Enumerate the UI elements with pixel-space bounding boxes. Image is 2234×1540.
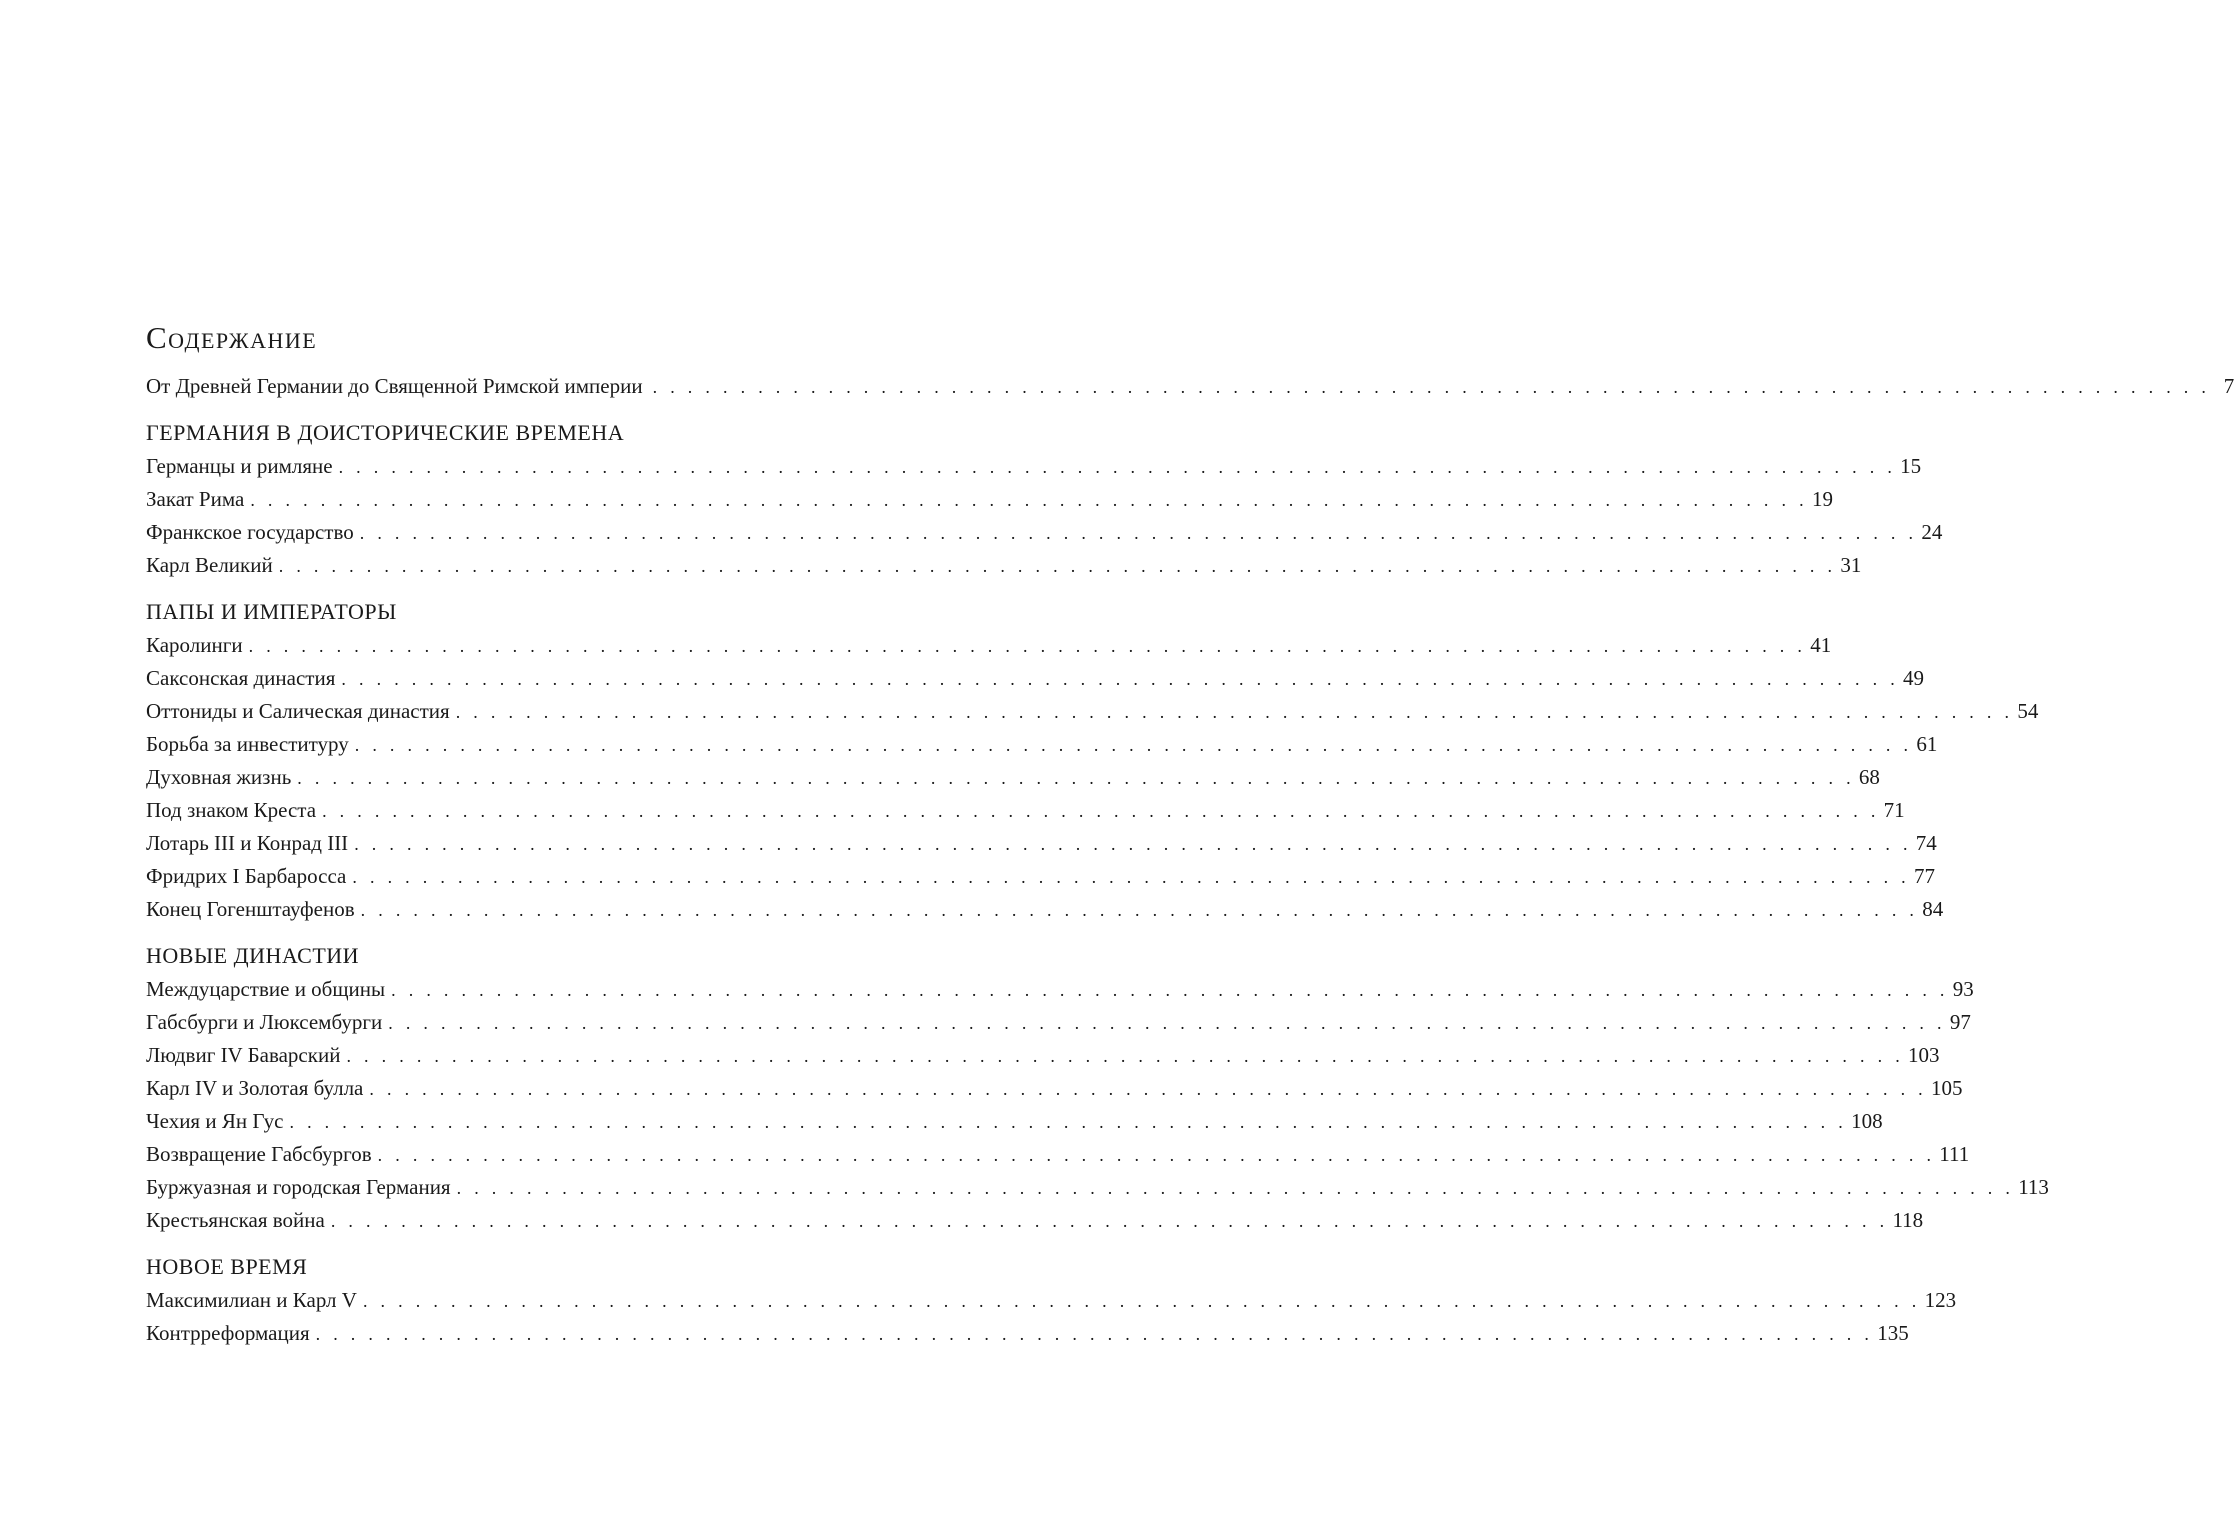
section-heading: ГЕРМАНИЯ В ДОИСТОРИЧЕСКИЕ ВРЕМЕНА [146,420,625,445]
toc-entry[interactable] [146,1204,1924,1237]
toc-entry-page: 123 [1924,1288,1957,1312]
section-heading: НОВОЕ ВРЕМЯ [146,1254,308,1279]
toc-entry[interactable] [146,1138,1970,1171]
dot-leader: . . . . . . . . . . . . . . . . . . . . . . . . . . . . . . . . . . . . . . . . . . . . . . . . . . . . . . . . . . . . . . . . . . . . . . . . . . . . . . . . . . . . . . . . . [352,867,1910,887]
toc-entry-label: Каролинги [146,633,243,657]
toc-entry-label: Под знаком Креста [146,798,317,822]
dot-leader: . . . . . . . . . . . . . . . . . . . . . . . . . . . . . . . . . . . . . . . . . . . . . . . . . . . . . . . . . . . . . . . . . . . . . . . . . . . . . . . . . . . . . . . . . [455,702,2014,722]
toc-entry[interactable] [146,761,1880,794]
dot-leader: . . . . . . . . . . . . . . . . . . . . . . . . . . . . . . . . . . . . . . . . . . . . . . . . . . . . . . . . . . . . . . . . . . . . . . . . . . . . . . . . . . . . . . . . . [338,457,1897,477]
dot-leader: . . . . . . . . . . . . . . . . . . . . . . . . . . . . . . . . . . . . . . . . . . . . . . . . . . . . . . . . . . . . . . . . . . . . . . . . . . . . . . . . . . . . . . . . . [322,801,1880,821]
toc-entry-page: 108 [1851,1109,1883,1133]
toc-entry-label: Буржуазная и городская Германия [146,1175,451,1199]
toc-entry-page: 41 [1810,633,1832,657]
dot-leader: . . . . . . . . . . . . . . . . . . . . . . . . . . . . . . . . . . . . . . . . . . . . . . . . . . . . . . . . . . . . . . . . . . . . . . . . . . . . . . . . . . . . . . . . . [391,980,1949,1000]
toc-entry-label: Франкское государство [146,520,354,544]
dot-leader: . . . . . . . . . . . . . . . . . . . . . . . . . . . . . . . . . . . . . . . . . . . . . . . . . . . . . . . . . . . . . . . . . . . . . . . . . . . . . . . . . . . . . . . . . [250,490,1808,510]
toc-entry-label: Крестьянская война [146,1208,325,1232]
toc-entry[interactable] [146,516,1943,549]
toc-section [146,416,1943,582]
dot-leader: . . . . . . . . . . . . . . . . . . . . . . . . . . . . . . . . . . . . . . . . . . . . . . . . . . . . . . . . . . . . . . . . . . . . . . . . . . . . . . . . . . . . . . . . . [289,1112,1848,1132]
toc-entry-label: Германцы и римляне [146,454,333,478]
toc-entry-page: 77 [1913,864,1935,888]
dot-leader: . . . . . . . . . . . . . . . . . . . . . . . . . . . . . . . . . . . . . . . . . . . . . . . . . . . . . . . . . . . . . . . . . . . . . . . . . . . . . . . . . . . . . . . . . [652,377,2211,397]
toc-entry-page: 113 [2018,1175,2049,1199]
toc-entry-page: 118 [1892,1208,1924,1232]
dot-leader: . . . . . . . . . . . . . . . . . . . . . . . . . . . . . . . . . . . . . . . . . . . . . . . . . . . . . . . . . . . . . . . . . . . . . . . . . . . . . . . . . . . . . . . . . [278,556,1837,576]
toc-entry-label: Карл IV и Золотая булла [146,1076,364,1100]
toc-entry[interactable] [146,1072,1963,1105]
toc-entry[interactable] [146,483,1833,516]
dot-leader: . . . . . . . . . . . . . . . . . . . . . . . . . . . . . . . . . . . . . . . . . . . . . . . . . . . . . . . . . . . . . . . . . . . . . . . . . . . . . . . . . . . . . . . . . [369,1079,1927,1099]
toc-section [146,939,2049,1237]
dot-leader: . . . . . . . . . . . . . . . . . . . . . . . . . . . . . . . . . . . . . . . . . . . . . . . . . . . . . . . . . . . . . . . . . . . . . . . . . . . . . . . . . . . . . . . . . [360,900,1919,920]
toc-entry-page: 49 [1903,666,1924,690]
toc-entry-page: 74 [1915,831,1937,855]
toc-entry-label: Контрреформация [146,1321,310,1345]
dot-leader: . . . . . . . . . . . . . . . . . . . . . . . . . . . . . . . . . . . . . . . . . . . . . . . . . . . . . . . . . . . . . . . . . . . . . . . . . . . . . . . . . . . . . . . . . [388,1013,1946,1033]
toc-entry[interactable] [146,1317,1909,1350]
toc-entry-label: Закат Рима [146,487,245,511]
page-title: Содержание [146,320,318,355]
dot-leader: . . . . . . . . . . . . . . . . . . . . . . . . . . . . . . . . . . . . . . . . . . . . . . . . . . . . . . . . . . . . . . . . . . . . . . . . . . . . . . . . . . . . . . . . . [341,669,1899,689]
toc-entry[interactable] [146,1105,1883,1138]
toc-sections [146,416,2049,1350]
toc-entry[interactable] [146,662,1924,695]
toc-entry[interactable] [146,1039,1940,1072]
toc-entry-page: 103 [1908,1043,1940,1067]
dot-leader: . . . . . . . . . . . . . . . . . . . . . . . . . . . . . . . . . . . . . . . . . . . . . . . . . . . . . . . . . . . . . . . . . . . . . . . . . . . . . . . . . . . . . . . . . [248,636,1807,656]
toc-section [146,1250,1957,1350]
toc-section [146,595,2039,926]
toc-entry-page: 61 [1916,732,1938,756]
dot-leader: . . . . . . . . . . . . . . . . . . . . . . . . . . . . . . . . . . . . . . . . . . . . . . . . . . . . . . . . . . . . . . . . . . . . . . . . . . . . . . . . . . . . . . . . . [330,1211,1889,1231]
toc-entry-page: 19 [1811,487,1833,511]
toc-entry-intro[interactable] [146,370,2234,403]
toc-entry[interactable] [146,827,1937,860]
toc-entry-label: Габсбурги и Люксембурги [146,1010,383,1034]
toc-entry-page: 71 [1883,798,1905,822]
toc-entry-label: Междуцарствие и общины [146,977,386,1001]
section-heading: НОВЫЕ ДИНАСТИИ [146,943,360,968]
toc-entry-page: 105 [1930,1076,1963,1100]
toc-entry[interactable] [146,695,2039,728]
toc-entry[interactable] [146,1006,1971,1039]
toc-entry-label: Борьба за инвеституру [146,732,349,756]
dot-leader: . . . . . . . . . . . . . . . . . . . . . . . . . . . . . . . . . . . . . . . . . . . . . . . . . . . . . . . . . . . . . . . . . . . . . . . . . . . . . . . . . . . . . . . . . [297,768,1855,788]
toc-entry[interactable] [146,549,1862,582]
toc-entry-label: Максимилиан и Карл V [146,1288,357,1312]
toc-entry-page: 68 [1858,765,1880,789]
toc-entry[interactable] [146,860,1935,893]
toc-entry-label: Оттониды и Салическая династия [146,699,450,723]
toc-entry-label: Саксонская династия [146,666,336,690]
toc-entry-label: Чехия и Ян Гус [146,1109,284,1133]
toc-entry-label: От Древней Германии до Священной Римской империи [146,374,643,398]
section-heading: ПАПЫ И ИМПЕРАТОРЫ [146,599,397,624]
toc-entry-label: Возвращение Габсбургов [146,1142,372,1166]
toc-entry-page: 24 [1921,520,1943,544]
toc-entry-page: 31 [1840,553,1862,577]
toc-entry[interactable] [146,973,1974,1006]
toc-entry-page: 97 [1949,1010,1971,1034]
toc-entry-label: Лотарь III и Конрад III [146,831,349,855]
toc-entry[interactable] [146,794,1905,827]
toc-entry-label: Конец Гогенштауфенов [146,897,355,921]
dot-leader: . . . . . . . . . . . . . . . . . . . . . . . . . . . . . . . . . . . . . . . . . . . . . . . . . . . . . . . . . . . . . . . . . . . . . . . . . . . . . . . . . . . . . . . . . [346,1046,1905,1066]
dot-leader: . . . . . . . . . . . . . . . . . . . . . . . . . . . . . . . . . . . . . . . . . . . . . . . . . . . . . . . . . . . . . . . . . . . . . . . . . . . . . . . . . . . . . . . . . [362,1291,1921,1311]
toc-entry[interactable] [146,450,1922,483]
toc-entry-page: 111 [1939,1142,1970,1166]
dot-leader: . . . . . . . . . . . . . . . . . . . . . . . . . . . . . . . . . . . . . . . . . . . . . . . . . . . . . . . . . . . . . . . . . . . . . . . . . . . . . . . . . . . . . . . . . [354,834,1912,854]
toc-entry-label: Духовная жизнь [146,765,292,789]
toc-entry[interactable] [146,1171,2049,1204]
toc-entry-page: 7 [2223,374,2234,398]
toc-entry-page: 135 [1877,1321,1909,1345]
toc-entry[interactable] [146,893,1944,926]
toc-entry-label: Фридрих I Барбаросса [146,864,347,888]
dot-leader: . . . . . . . . . . . . . . . . . . . . . . . . . . . . . . . . . . . . . . . . . . . . . . . . . . . . . . . . . . . . . . . . . . . . . . . . . . . . . . . . . . . . . . . . . [359,523,1918,543]
dot-leader: . . . . . . . . . . . . . . . . . . . . . . . . . . . . . . . . . . . . . . . . . . . . . . . . . . . . . . . . . . . . . . . . . . . . . . . . . . . . . . . . . . . . . . . . . [456,1178,2015,1198]
dot-leader: . . . . . . . . . . . . . . . . . . . . . . . . . . . . . . . . . . . . . . . . . . . . . . . . . . . . . . . . . . . . . . . . . . . . . . . . . . . . . . . . . . . . . . . . . [377,1145,1936,1165]
dot-leader: . . . . . . . . . . . . . . . . . . . . . . . . . . . . . . . . . . . . . . . . . . . . . . . . . . . . . . . . . . . . . . . . . . . . . . . . . . . . . . . . . . . . . . . . . [354,735,1913,755]
toc-entry-page: 15 [1900,454,1922,478]
toc-entry[interactable] [146,728,1938,761]
dot-leader: . . . . . . . . . . . . . . . . . . . . . . . . . . . . . . . . . . . . . . . . . . . . . . . . . . . . . . . . . . . . . . . . . . . . . . . . . . . . . . . . . . . . . . . . . [315,1324,1874,1344]
table-of-contents [146,318,2234,1350]
toc-entry-label: Людвиг IV Баварский [146,1043,341,1067]
toc-entry-page: 84 [1922,897,1944,921]
toc-entry[interactable] [146,1284,1957,1317]
toc-entry[interactable] [146,629,1832,662]
toc-entry-page: 93 [1952,977,1974,1001]
toc-entry-page: 54 [2017,699,2039,723]
toc-entry-label: Карл Великий [146,553,273,577]
